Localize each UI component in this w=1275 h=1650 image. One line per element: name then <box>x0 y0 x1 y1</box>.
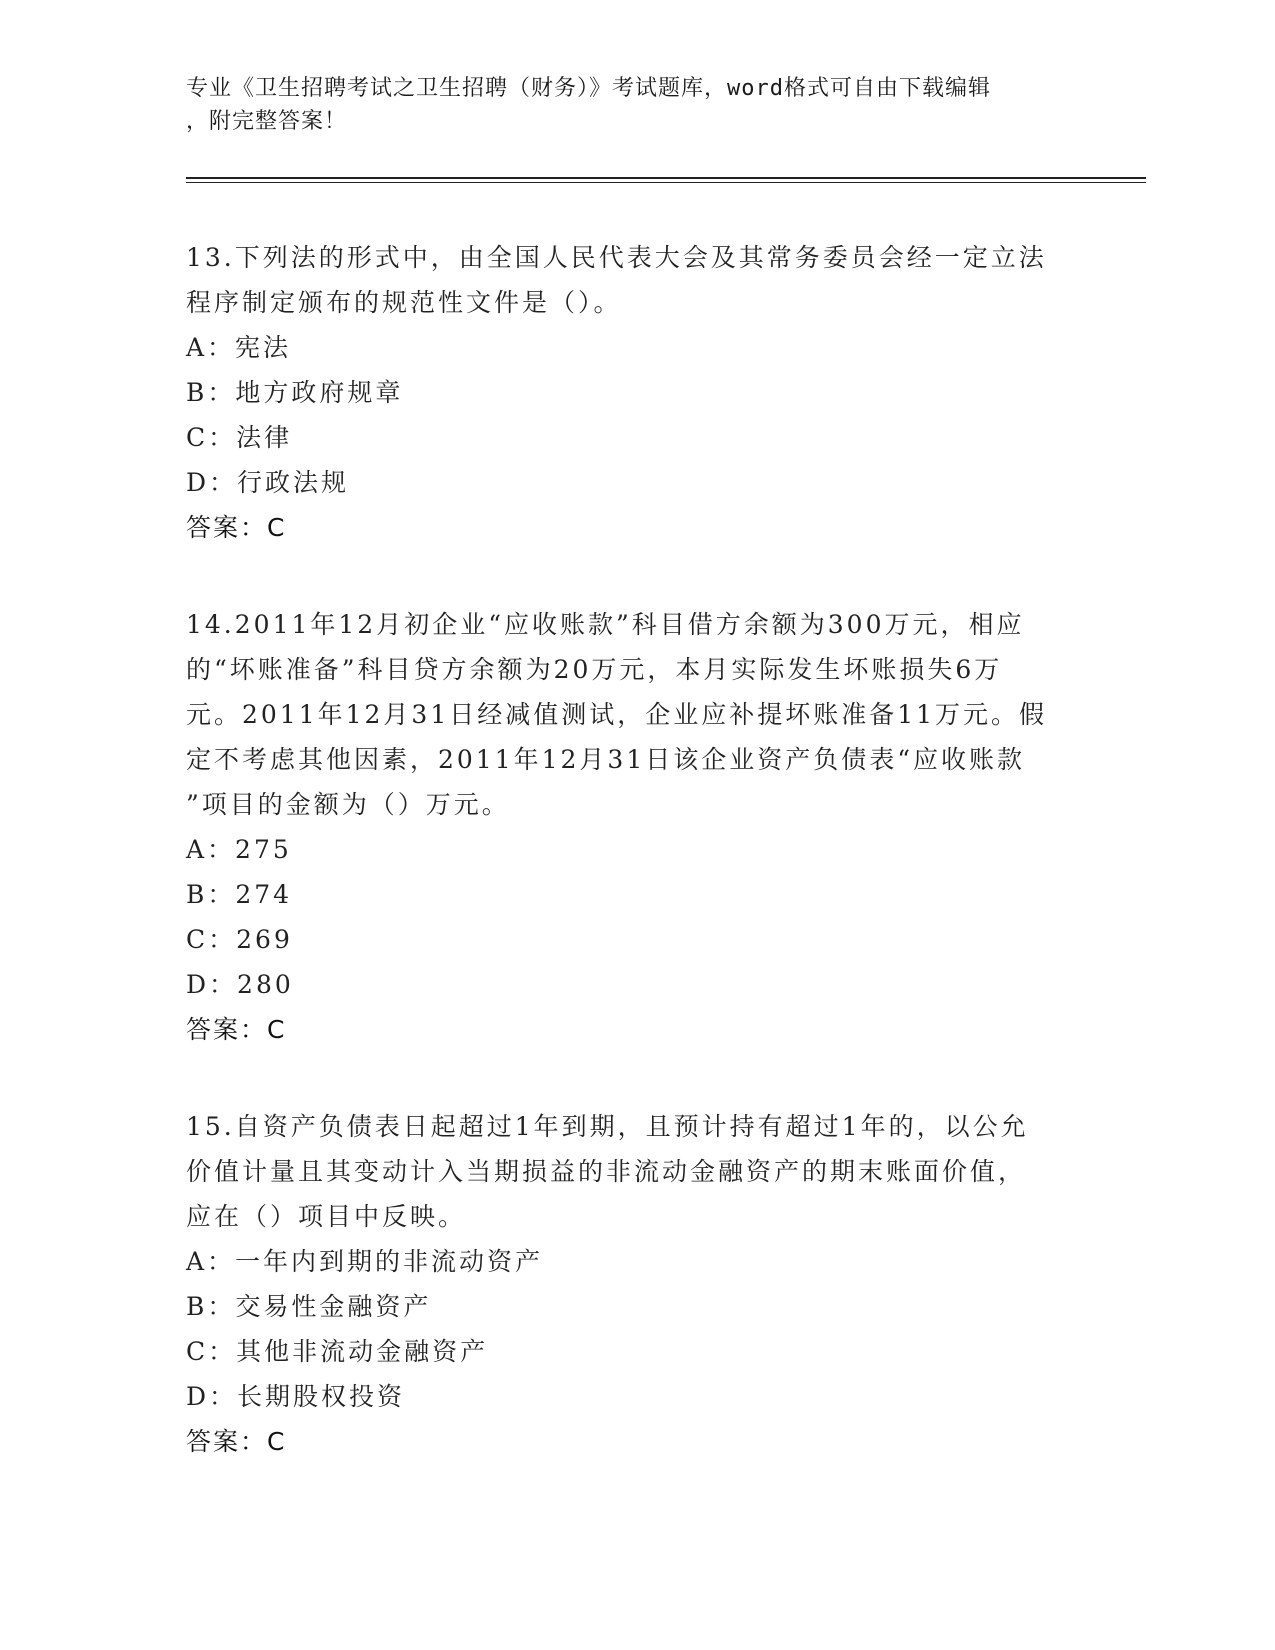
option-a: A：275 <box>186 835 292 864</box>
question-14 <box>186 602 1146 1052</box>
question-stem-line: 定不考虑其他因素，2011年12月31日该企业资产负债表“应收账款 <box>186 745 1026 774</box>
question-stem-line: 14.2011年12月初企业“应收账款”科目借方余额为300万元，相应 <box>186 610 1025 639</box>
option-d: D：行政法规 <box>186 468 350 497</box>
option-b: B：交易性金融资产 <box>186 1292 432 1321</box>
document-header-line-2: ，附完整答案！ <box>186 109 348 134</box>
question-15 <box>186 1104 1146 1464</box>
question-stem-line: 应在（）项目中反映。 <box>186 1202 467 1231</box>
option-a: A：宪法 <box>186 333 292 362</box>
option-b: B：274 <box>186 880 293 909</box>
question-stem-line: 的“坏账准备”科目贷方余额为20万元，本月实际发生坏账损失6万 <box>186 655 1003 684</box>
option-a: A：一年内到期的非流动资产 <box>186 1247 544 1276</box>
option-d: D：280 <box>186 970 294 999</box>
question-stem-line: 15.自资产负债表日起超过1年到期，且预计持有超过1年的，以公允 <box>186 1112 1029 1141</box>
document-page <box>186 72 1146 1464</box>
answer-line: 答案：C <box>186 1015 287 1044</box>
option-c: C：其他非流动金融资产 <box>186 1337 489 1366</box>
question-13 <box>186 235 1146 550</box>
header-divider <box>186 177 1146 183</box>
question-stem-line: 元。2011年12月31日经减值测试，企业应补提坏账准备11万元。假 <box>186 700 1048 729</box>
question-stem-line: 13.下列法的形式中，由全国人民代表大会及其常务委员会经一定立法 <box>186 243 1047 272</box>
question-stem-line: 价值计量且其变动计入当期损益的非流动金融资产的期末账面价值， <box>186 1157 1027 1186</box>
option-b: B：地方政府规章 <box>186 378 404 407</box>
question-stem-line: 程序制定颁布的规范性文件是（）。 <box>186 288 622 317</box>
option-c: C：法律 <box>186 423 293 452</box>
document-header-line-1: 专业《卫生招聘考试之卫生招聘（财务）》考试题库，word格式可自由下载编辑 <box>186 76 991 101</box>
answer-line: 答案：C <box>186 1427 287 1456</box>
option-c: C：269 <box>186 925 293 954</box>
answer-line: 答案：C <box>186 513 287 542</box>
question-stem-line: ”项目的金额为（）万元。 <box>186 790 510 819</box>
option-d: D：长期股权投资 <box>186 1382 406 1411</box>
